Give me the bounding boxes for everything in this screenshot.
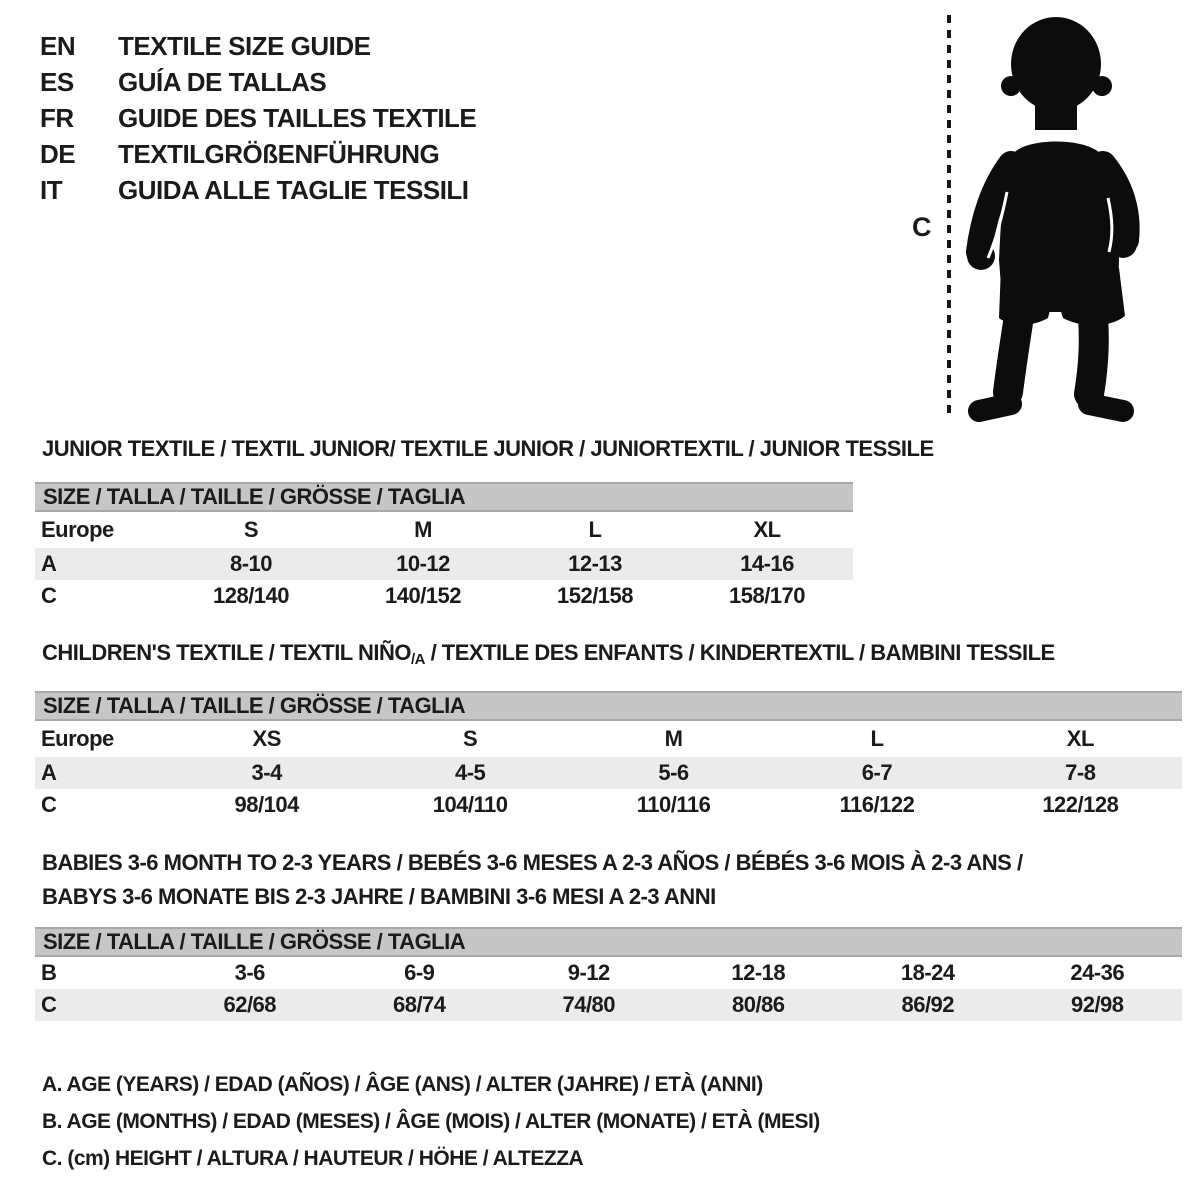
silhouette-head [1011,17,1101,111]
language-code: FR [40,102,74,133]
row-label-cell: A [41,760,57,785]
age-cell: 10-12 [396,551,450,576]
age-cell: 7-8 [1065,760,1096,785]
height-cell: 158/170 [728,583,806,608]
age-cell: 14-16 [740,551,794,576]
children-title-suffix: /A [410,651,425,668]
toddler-silhouette-image [955,10,1145,425]
children-section-title [42,640,1055,668]
size-cell: M [664,726,683,751]
height-cell: 152/158 [556,583,634,608]
table-row [35,757,1182,789]
language-code: ES [40,66,74,97]
size-header-bar: SIZE / TALLA / TAILLE / GRÖSSE / TAGLIA [35,482,853,512]
months-cell: 9-12 [567,960,610,985]
height-cell: 62/68 [223,992,277,1017]
silhouette-neck [1035,98,1077,130]
age-cell: 12-13 [568,551,622,576]
row-label-cell: Europe [41,726,114,751]
guide-title-fr: GUIDE DES TAILLES TEXTILE [118,102,477,133]
row-label-cell: C [41,992,57,1017]
table-row [35,789,1182,821]
silhouette-foot-left [979,404,1011,411]
size-cell: L [588,517,602,542]
children-size-table [35,691,1182,821]
months-cell: 6-9 [404,960,435,985]
height-measure-label: C [912,212,931,242]
height-cell: 68/74 [392,992,446,1017]
babies-section-title [42,846,1023,914]
silhouette-ear-left [1001,76,1021,96]
size-cell: XL [1066,726,1094,751]
age-cell: 6-7 [861,760,893,785]
junior-size-table [35,482,853,612]
legend-line-b: B. AGE (MONTHS) / EDAD (MESES) / ÂGE (MOIS) / ALTER (MONATE) / ETÀ (MESI) [42,1110,820,1133]
guide-title-de: TEXTILGRÖßENFÜHRUNG [118,138,440,169]
legend-line-a: A. AGE (YEARS) / EDAD (AÑOS) / ÂGE (ANS) / ALTER (JAHRE) / ETÀ (ANNI) [42,1073,763,1096]
months-cell: 3-6 [234,960,265,985]
age-cell: 8-10 [229,551,273,576]
language-code: EN [40,30,76,61]
junior-section-title: JUNIOR TEXTILE / TEXTIL JUNIOR/ TEXTILE JUNIOR / JUNIORTEXTIL / JUNIOR TESSILE [42,436,934,461]
height-cell: 140/152 [384,583,462,608]
silhouette-hand-right [1109,230,1137,258]
row-label-cell: C [41,583,57,608]
language-title-list [40,28,476,208]
row-label-cell: C [41,792,57,817]
height-cell: 104/110 [432,792,508,817]
height-cell: 86/92 [901,992,955,1017]
height-cell: 110/116 [636,792,711,817]
height-cell: 92/98 [1070,992,1124,1017]
table-row [35,580,853,612]
babies-title-line2: BABYS 3-6 MONATE BIS 2-3 JAHRE / BAMBINI 3-6 MESI A 2-3 ANNI [42,884,716,909]
size-cell: S [463,726,478,751]
size-cell: XS [252,726,281,751]
table-row [35,957,1182,989]
babies-size-table [35,927,1182,1021]
language-row-it [40,172,476,208]
silhouette-foot-right [1089,404,1123,411]
legend-block [42,1066,820,1177]
guide-title-it: GUIDA ALLE TAGLIE TESSILI [118,174,469,205]
height-measure-dashed-line [947,15,951,417]
guide-title-es: GUÍA DE TALLAS [118,66,327,97]
size-cell: S [243,517,259,542]
language-code: IT [40,174,63,205]
height-cell: 98/104 [234,792,299,817]
height-cell: 74/80 [562,992,616,1017]
size-cell: L [870,726,884,751]
height-cell: 122/128 [1042,792,1119,817]
age-cell: 5-6 [658,760,689,785]
children-title-main: CHILDREN'S TEXTILE / TEXTIL NIÑO [42,640,411,665]
row-label-cell: B [41,960,57,985]
silhouette-hand-left [967,242,995,270]
age-cell: 3-4 [251,760,282,785]
size-cell: M [414,517,432,542]
table-row [35,548,853,580]
size-cell: XL [753,517,781,542]
months-cell: 12-18 [731,960,786,985]
silhouette-leg-right [1089,318,1094,394]
table-row [35,512,853,548]
size-header-bar: SIZE / TALLA / TAILLE / GRÖSSE / TAGLIA [35,691,1182,721]
size-header-bar: SIZE / TALLA / TAILLE / GRÖSSE / TAGLIA [35,927,1182,957]
language-row-es [40,64,476,100]
height-cell: 80/86 [731,992,785,1017]
language-row-fr [40,100,476,136]
language-row-en [40,28,476,64]
row-label-cell: A [41,551,57,576]
children-title-rest: / TEXTILE DES ENFANTS / KINDERTEXTIL / BAMBINI TESSILE [424,640,1055,665]
legend-line-c: C. (cm) HEIGHT / ALTURA / HAUTEUR / HÖHE / ALTEZZA [42,1147,584,1170]
months-cell: 18-24 [900,960,955,985]
months-cell: 24-36 [1070,960,1125,985]
silhouette-leg-left [1008,316,1019,392]
language-row-de [40,136,476,172]
height-cell: 116/122 [839,792,915,817]
table-row [35,721,1182,757]
row-label-cell: Europe [41,517,114,542]
table-row [35,989,1182,1021]
guide-title-en: TEXTILE SIZE GUIDE [118,30,371,61]
height-cell: 128/140 [212,583,290,608]
silhouette-ear-right [1092,76,1112,96]
language-code: DE [40,138,76,169]
age-cell: 4-5 [454,760,486,785]
babies-title-line1: BABIES 3-6 MONTH TO 2-3 YEARS / BEBÉS 3-6 MESES A 2-3 AÑOS / BÉBÉS 3-6 MOIS À 2-3 ANS / [42,850,1023,875]
